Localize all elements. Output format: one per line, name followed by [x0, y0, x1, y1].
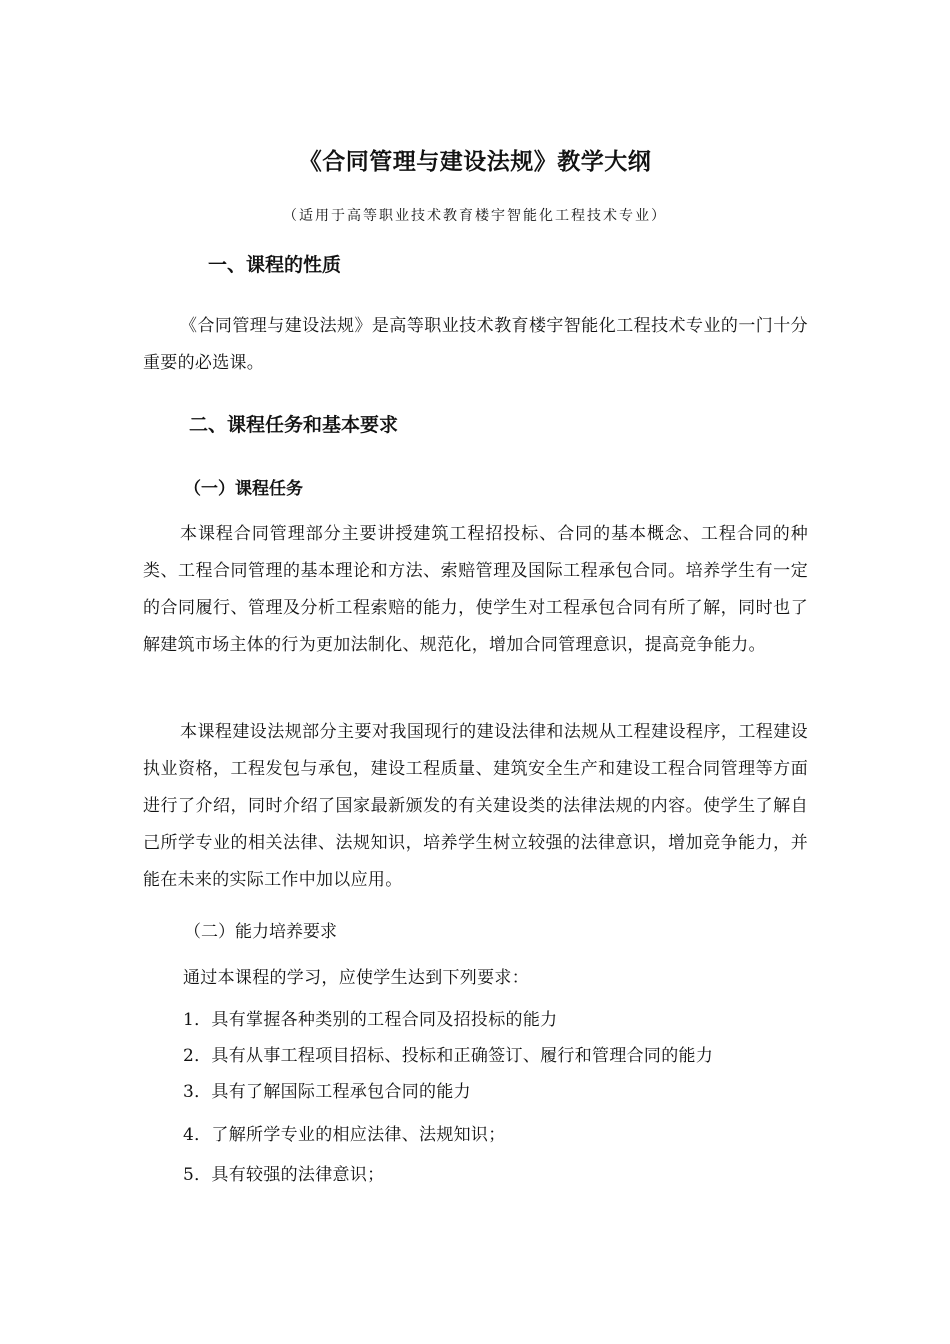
- subsection-2-heading: （二）能力培养要求: [184, 922, 337, 942]
- subsection-1-heading: （一）课程任务: [184, 479, 303, 499]
- section-2-heading: 二、课程任务和基本要求: [189, 414, 399, 436]
- document-title: 《合同管理与建设法规》教学大纲: [298, 149, 652, 175]
- requirement-item: 1．具有掌握各种类别的工程合同及招投标的能力: [183, 1010, 558, 1030]
- section-1-heading: 一、课程的性质: [208, 254, 342, 276]
- document-subtitle: （适用于高等职业技术教育楼宇智能化工程技术专业）: [283, 208, 667, 224]
- subsection-1-paragraph-2: 本课程建设法规部分主要对我国现行的建设法律和法规从工程建设程序，工程建设执业资格，工程发包与承包，建设工程质量、建筑安全生产和建设工程合同管理等方面进行了介绍，同时介绍了国家最新颁发的有关建设类的法律法规的内容。使学生了解自己所学专业的相关法律、法规知识，培养学生树立较强的法律意识，增加竞争能力，并能在未来的实际工作中加以应用。: [143, 722, 808, 890]
- requirement-item: 4．了解所学专业的相应法律、法规知识；: [183, 1125, 506, 1145]
- requirement-item: 3．具有了解国际工程承包合同的能力: [183, 1082, 471, 1102]
- subsection-1-paragraph-1: 本课程合同管理部分主要讲授建筑工程招投标、合同的基本概念、工程合同的种类、工程合同管理的基本理论和方法、索赔管理及国际工程承包合同。培养学生有一定的合同履行、管理及分析工程索赔的能力，使学生对工程承包合同有所了解，同时也了解建筑市场主体的行为更加法制化、规范化，增加合同管理意识，提高竞争能力。: [143, 524, 808, 655]
- requirement-item: 2．具有从事工程项目招标、投标和正确签订、履行和管理合同的能力: [183, 1046, 714, 1066]
- requirements-intro: 通过本课程的学习，应使学生达到下列要求：: [183, 968, 529, 988]
- section-1-paragraph: 《合同管理与建设法规》是高等职业技术教育楼宇智能化工程技术专业的一门十分重要的必选课。: [143, 316, 808, 373]
- requirement-item: 5．具有较强的法律意识；: [183, 1165, 385, 1185]
